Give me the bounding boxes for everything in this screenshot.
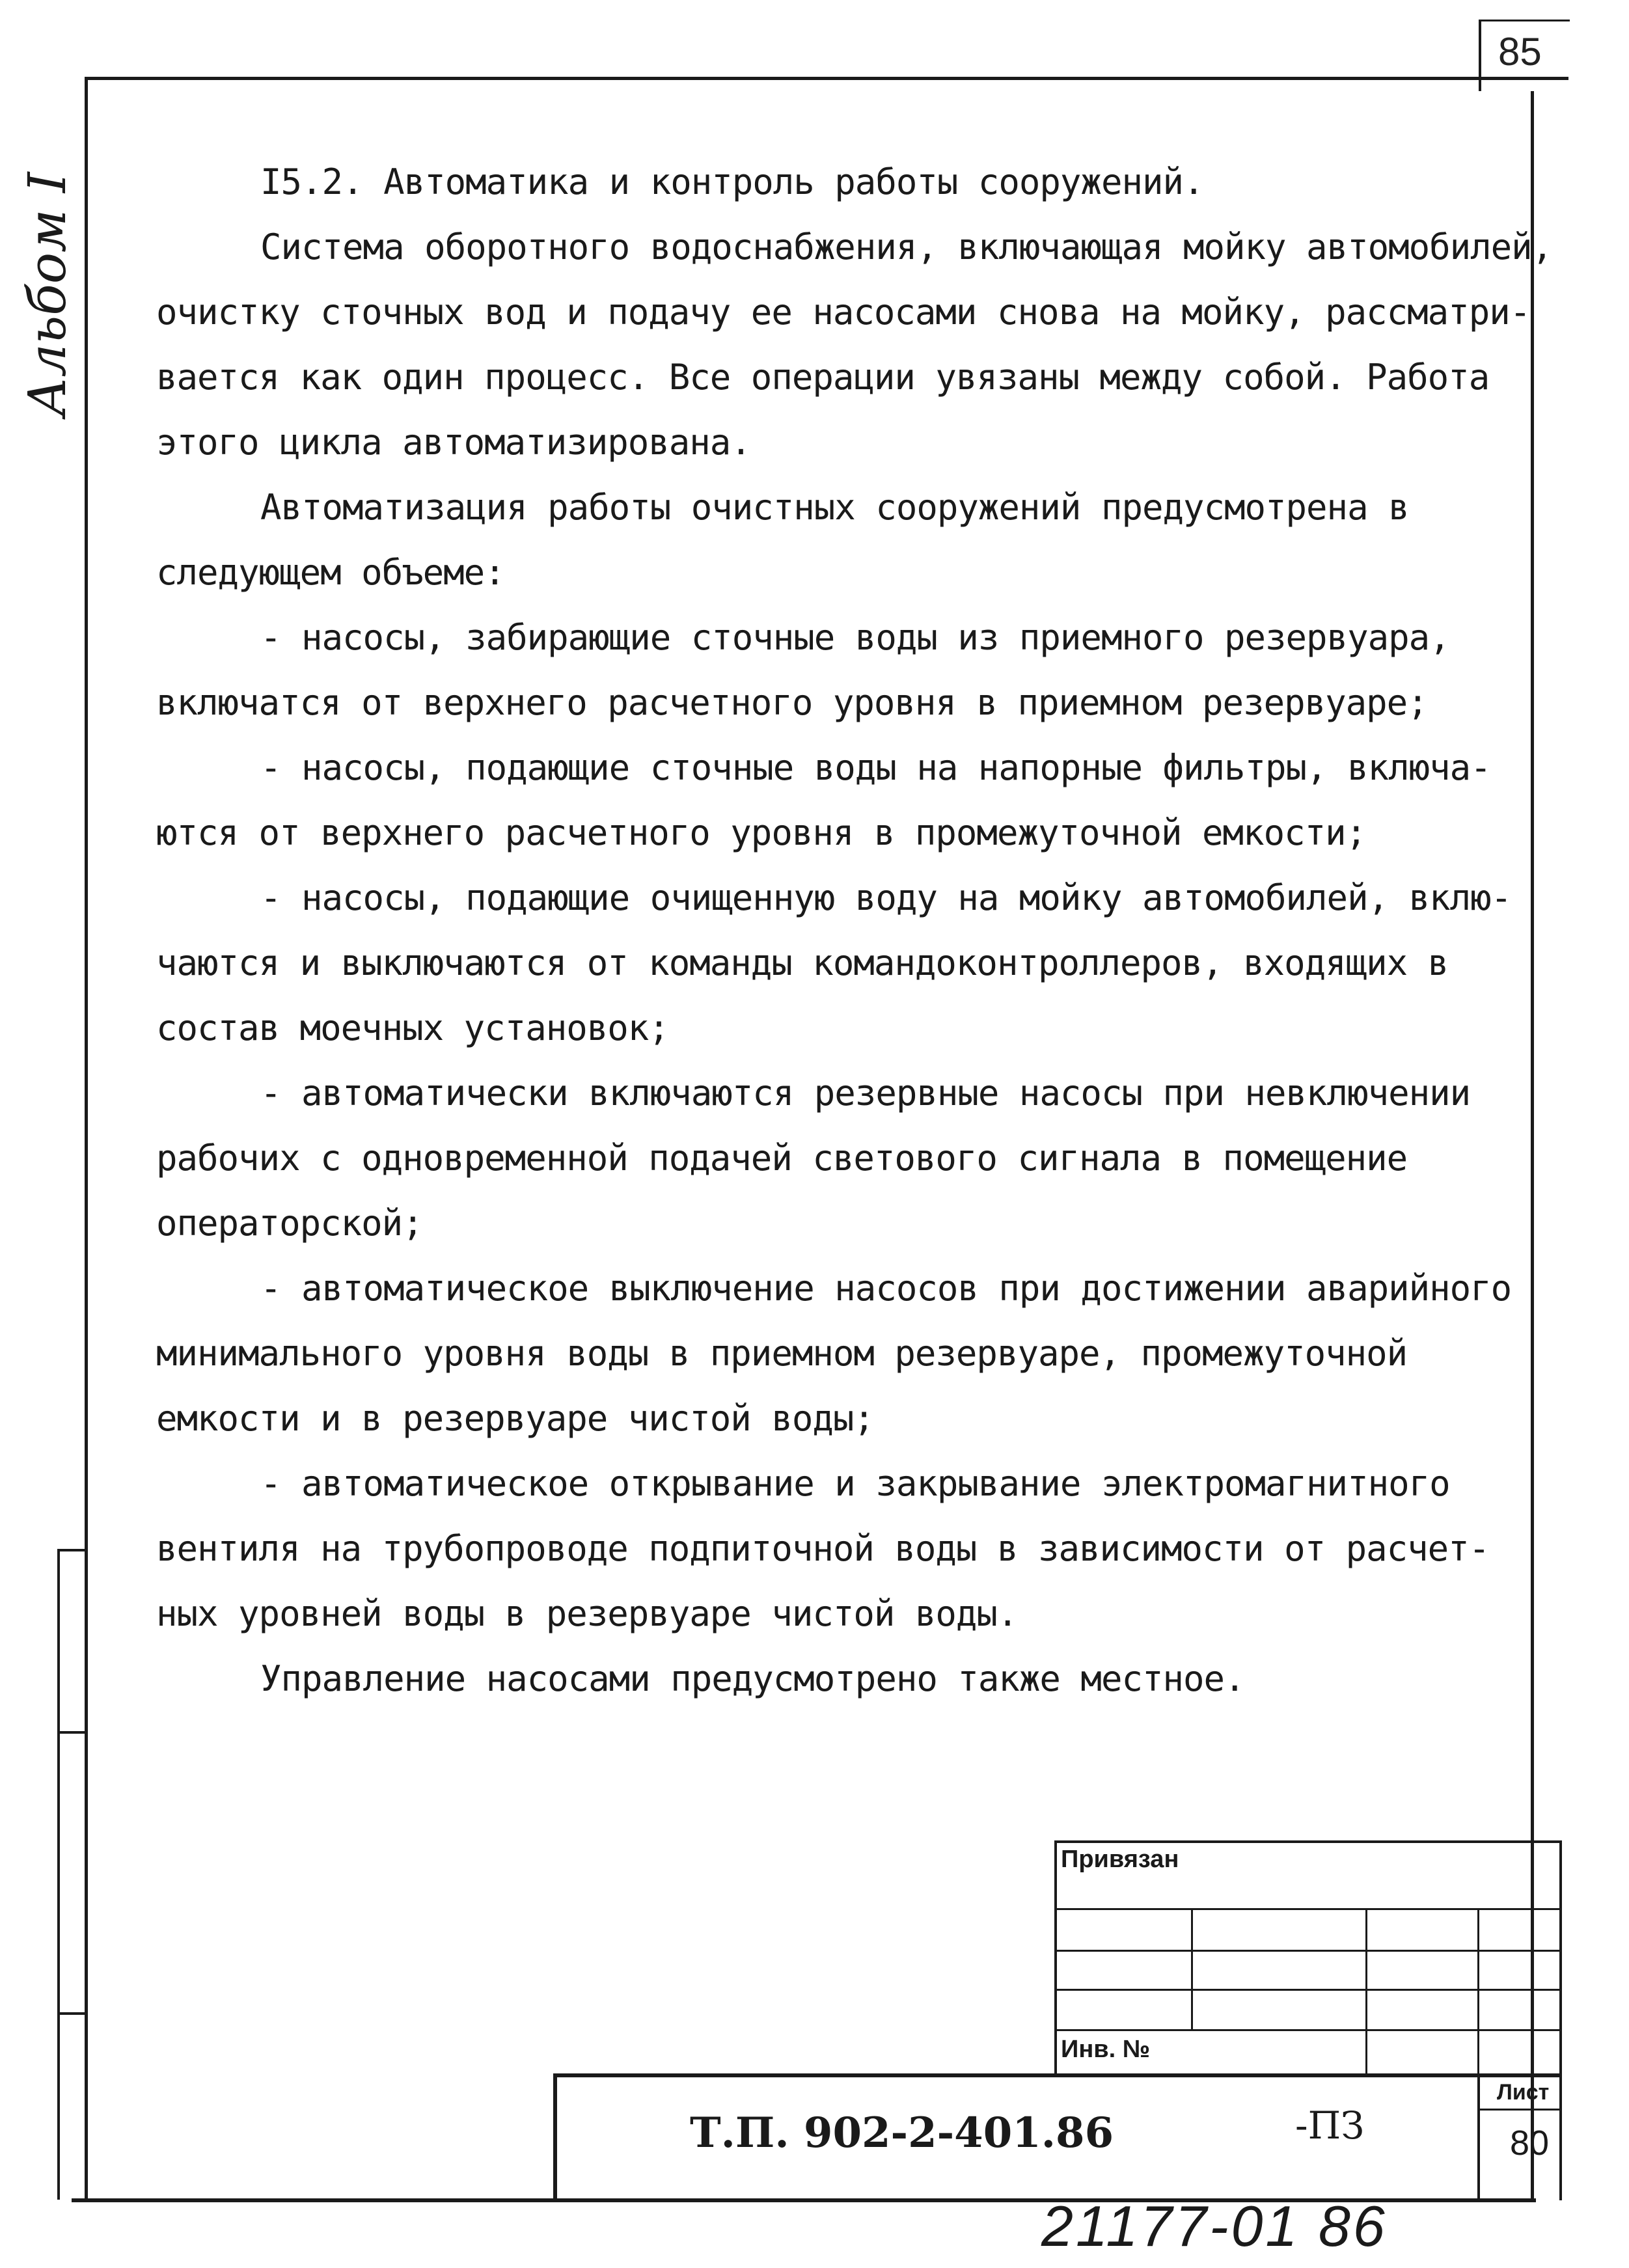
page-number-box-top (1479, 20, 1570, 21)
text-line: емкости и в резервуаре чистой воды; (156, 1398, 874, 1439)
stamp-row-3 (1054, 1989, 1562, 1991)
section-heading: I5.2. Автоматика и контроль работы сооружений. (260, 161, 1204, 202)
text-line: - автоматически включаются резервные насосы при невключении (260, 1073, 1471, 1114)
stamp-sheet-row (1477, 2109, 1562, 2111)
page-number-box-left (1479, 20, 1481, 91)
text-line: включатся от верхнего расчетного уровня в приемном резервуаре; (156, 682, 1428, 723)
stamp-row-2 (1054, 1950, 1562, 1952)
text-line: Система оборотного водоснабжения, включающая мойку автомобилей, (260, 226, 1553, 267)
stamp-inv-label: Инв. № (1061, 2036, 1151, 2063)
page-number: 85 (1498, 30, 1542, 74)
stamp-main-right (1559, 2073, 1562, 2200)
text-line: состав моечных установок; (156, 1007, 669, 1048)
text-line: вентиля на трубопроводе подпиточной воды в зависимости от расчет- (156, 1528, 1490, 1569)
side-strip-line-1 (59, 1549, 88, 1551)
side-strip-line-2 (59, 1731, 88, 1734)
text-line: - автоматическое открывание и закрывание электромагнитного (260, 1463, 1450, 1504)
text-line: - насосы, забирающие сточные воды из приемного резервуара, (260, 617, 1450, 658)
text-line: очистку сточных вод и подачу ее насосами снова на мойку, рассматри- (156, 292, 1531, 333)
stamp-upper-left (1054, 1840, 1057, 2075)
project-code: Т.П. 902-2-401.86 (690, 2109, 1114, 2157)
stamp-row-4 (1054, 2029, 1562, 2031)
stamp-upper-top (1054, 1840, 1562, 1843)
stamp-main-top (553, 2073, 1562, 2077)
frame-right-border (1531, 91, 1534, 2200)
stamp-col-2 (1365, 1908, 1367, 2075)
text-line: рабочих с одновременной подачей светового сигнала в помещение (156, 1138, 1408, 1179)
text-line: - насосы, подающие очищенную воду на мойку автомобилей, вклю- (260, 877, 1512, 918)
text-line: этого цикла автоматизирована. (156, 422, 751, 463)
stamp-main-left (553, 2073, 557, 2200)
text-line: - автоматическое выключение насосов при достижении аварийного (260, 1268, 1512, 1309)
text-line: ных уровней воды в резервуаре чистой воды. (156, 1593, 1018, 1634)
section-code: -ПЗ (1295, 2103, 1365, 2148)
text-line: ются от верхнего расчетного уровня в промежуточной емкости; (156, 812, 1367, 853)
album-label: Альбом I (17, 172, 77, 417)
frame-left-border (85, 77, 88, 2198)
sheet-label: Лист (1497, 2080, 1550, 2105)
side-strip-line-3 (59, 2012, 88, 2015)
stamp-row-1 (1054, 1908, 1562, 1910)
text-line: следующем объеме: (156, 552, 505, 593)
archive-number: 21177-01 86 (1041, 2194, 1388, 2258)
stamp-col-1 (1191, 1908, 1193, 2029)
text-line: Управление насосами предусмотрено также местное. (260, 1658, 1245, 1699)
stamp-bound-label: Привязан (1061, 1846, 1179, 1873)
sheet-number: 80 (1510, 2124, 1550, 2163)
side-strip-left-edge (57, 1549, 60, 2200)
document-body (156, 150, 1553, 1712)
text-line: Автоматизация работы очистных сооружений предусмотрена в (260, 487, 1409, 528)
text-line: операторской; (156, 1203, 423, 1244)
text-line: - насосы, подающие сточные воды на напорные фильтры, включа- (260, 747, 1491, 788)
text-line: вается как один процесс. Все операции увязаны между собой. Работа (156, 357, 1490, 398)
text-line: минимального уровня воды в приемном резервуаре, промежуточной (156, 1333, 1408, 1374)
frame-top-border (85, 77, 1568, 80)
text-line: чаются и выключаются от команды командоконтроллеров, входящих в (156, 942, 1449, 983)
stamp-sheet-col (1477, 2073, 1480, 2200)
stamp-col-right (1559, 1840, 1562, 2075)
stamp-col-3 (1477, 1908, 1479, 2075)
